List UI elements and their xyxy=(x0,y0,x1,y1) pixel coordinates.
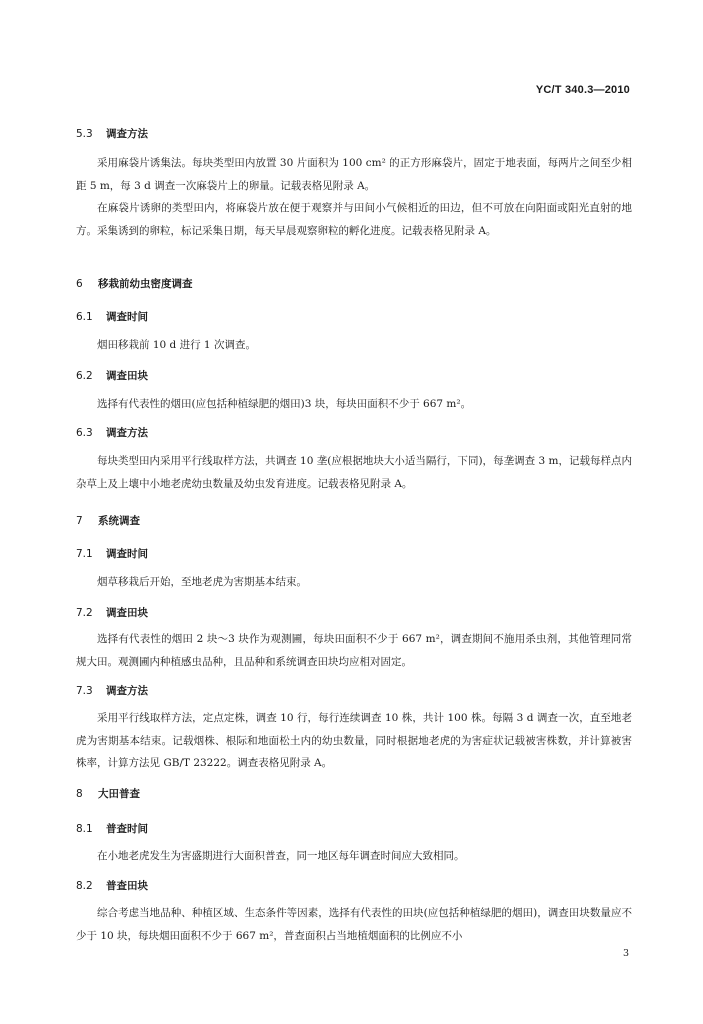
standard-code: YC/T 340.3—2010 xyxy=(535,84,630,96)
section-title: 调查田块 xyxy=(106,370,148,382)
section-title: 调查方法 xyxy=(106,427,148,439)
section-heading-5-3 xyxy=(76,126,148,141)
section-heading-7 xyxy=(76,513,140,528)
section-title: 移栽前幼虫密度调查 xyxy=(98,278,193,290)
section-heading-8-1 xyxy=(76,821,148,836)
paragraph: 采用平行线取样方法，定点定株，调查 10 行，每行连续调查 10 株，共计 100 株。每隔 3 d 调查一次，直至地老虎为害期基本结束。记载烟株、根际和地面松土内的幼虫数量，同时根据地老虎的为害症状记载被害株数，并计算被害株率，计算方法见 GB/T 23222。调查表格见附录 A。 xyxy=(76,712,632,769)
section-title: 系统调查 xyxy=(98,515,140,527)
section-title: 普查时间 xyxy=(106,823,148,835)
section-heading-6-3 xyxy=(76,425,148,440)
section-title: 普查田块 xyxy=(106,880,148,892)
paragraph: 烟草移栽后开始，至地老虎为害期基本结束。 xyxy=(97,576,307,588)
section-heading-8 xyxy=(76,786,140,801)
page-number: 3 xyxy=(622,948,629,959)
section-number: 5.3 xyxy=(76,128,93,140)
section-number: 8.2 xyxy=(76,880,93,892)
section-title: 大田普查 xyxy=(98,788,140,800)
section-title: 调查方法 xyxy=(106,685,148,697)
section-heading-6 xyxy=(76,276,193,291)
paragraph: 综合考虑当地品种、种植区域、生态条件等因素，选择有代表性的田块(应包括种植绿肥的烟田)，调查田块数量应不少于 10 块，每块烟田面积不少于 667 m²，普查面积占当地植烟面积的比例应不小 xyxy=(76,907,632,942)
paragraph: 选择有代表性的烟田(应包括种植绿肥的烟田)3 块，每块田面积不少于 667 m²。 xyxy=(97,398,472,410)
section-title: 调查田块 xyxy=(106,607,148,619)
section-number: 6.3 xyxy=(76,427,93,439)
section-number: 6.2 xyxy=(76,370,93,382)
paragraph: 每块类型田内采用平行线取样方法，共调查 10 垄(应根据地块大小适当隔行，下同)，每垄调查 3 m，记载每样点内杂草上及上壤中小地老虎幼虫数量及幼虫发育进度。记载表格见附录 A。 xyxy=(76,455,632,490)
section-number: 7 xyxy=(76,515,83,527)
section-number: 7.3 xyxy=(76,685,93,697)
section-number: 7.1 xyxy=(76,548,93,560)
section-heading-7-2 xyxy=(76,605,148,620)
paragraph: 烟田移栽前 10 d 进行 1 次调查。 xyxy=(97,339,256,351)
section-number: 8 xyxy=(76,788,83,800)
section-title: 调查方法 xyxy=(106,128,148,140)
section-number: 6 xyxy=(76,278,83,290)
section-heading-6-2 xyxy=(76,368,148,383)
section-heading-7-3 xyxy=(76,683,148,698)
paragraph: 采用麻袋片诱集法。每块类型田内放置 30 片面积为 100 cm² 的正方形麻袋片，固定于地表面，每两片之间至少相距 5 m，每 3 d 调查一次麻袋片上的卵量。记载表格见附录 A。 xyxy=(76,157,632,192)
section-number: 7.2 xyxy=(76,607,93,619)
section-title: 调查时间 xyxy=(106,311,148,323)
section-heading-8-2 xyxy=(76,878,148,893)
section-number: 6.1 xyxy=(76,311,93,323)
paragraph: 选择有代表性的烟田 2 块～3 块作为观测圃，每块田面积不少于 667 m²，调查期间不施用杀虫剂，其他管理同常规大田。观测圃内种植感虫品种，且品种和系统调查田块均应相对固定。 xyxy=(76,633,632,668)
section-heading-7-1 xyxy=(76,546,148,561)
paragraph: 在麻袋片诱卵的类型田内，将麻袋片放在便于观察并与田间小气候相近的田边，但不可放在向阳面或阳光直射的地方。采集诱到的卵粒，标记采集日期，每天早晨观察卵粒的孵化进度。记载表格见附录 A。 xyxy=(76,202,632,237)
section-number: 8.1 xyxy=(76,823,93,835)
section-title: 调查时间 xyxy=(106,548,148,560)
section-heading-6-1 xyxy=(76,309,148,324)
paragraph: 在小地老虎发生为害盛期进行大面积普查，同一地区每年调查时间应大致相同。 xyxy=(97,850,465,862)
